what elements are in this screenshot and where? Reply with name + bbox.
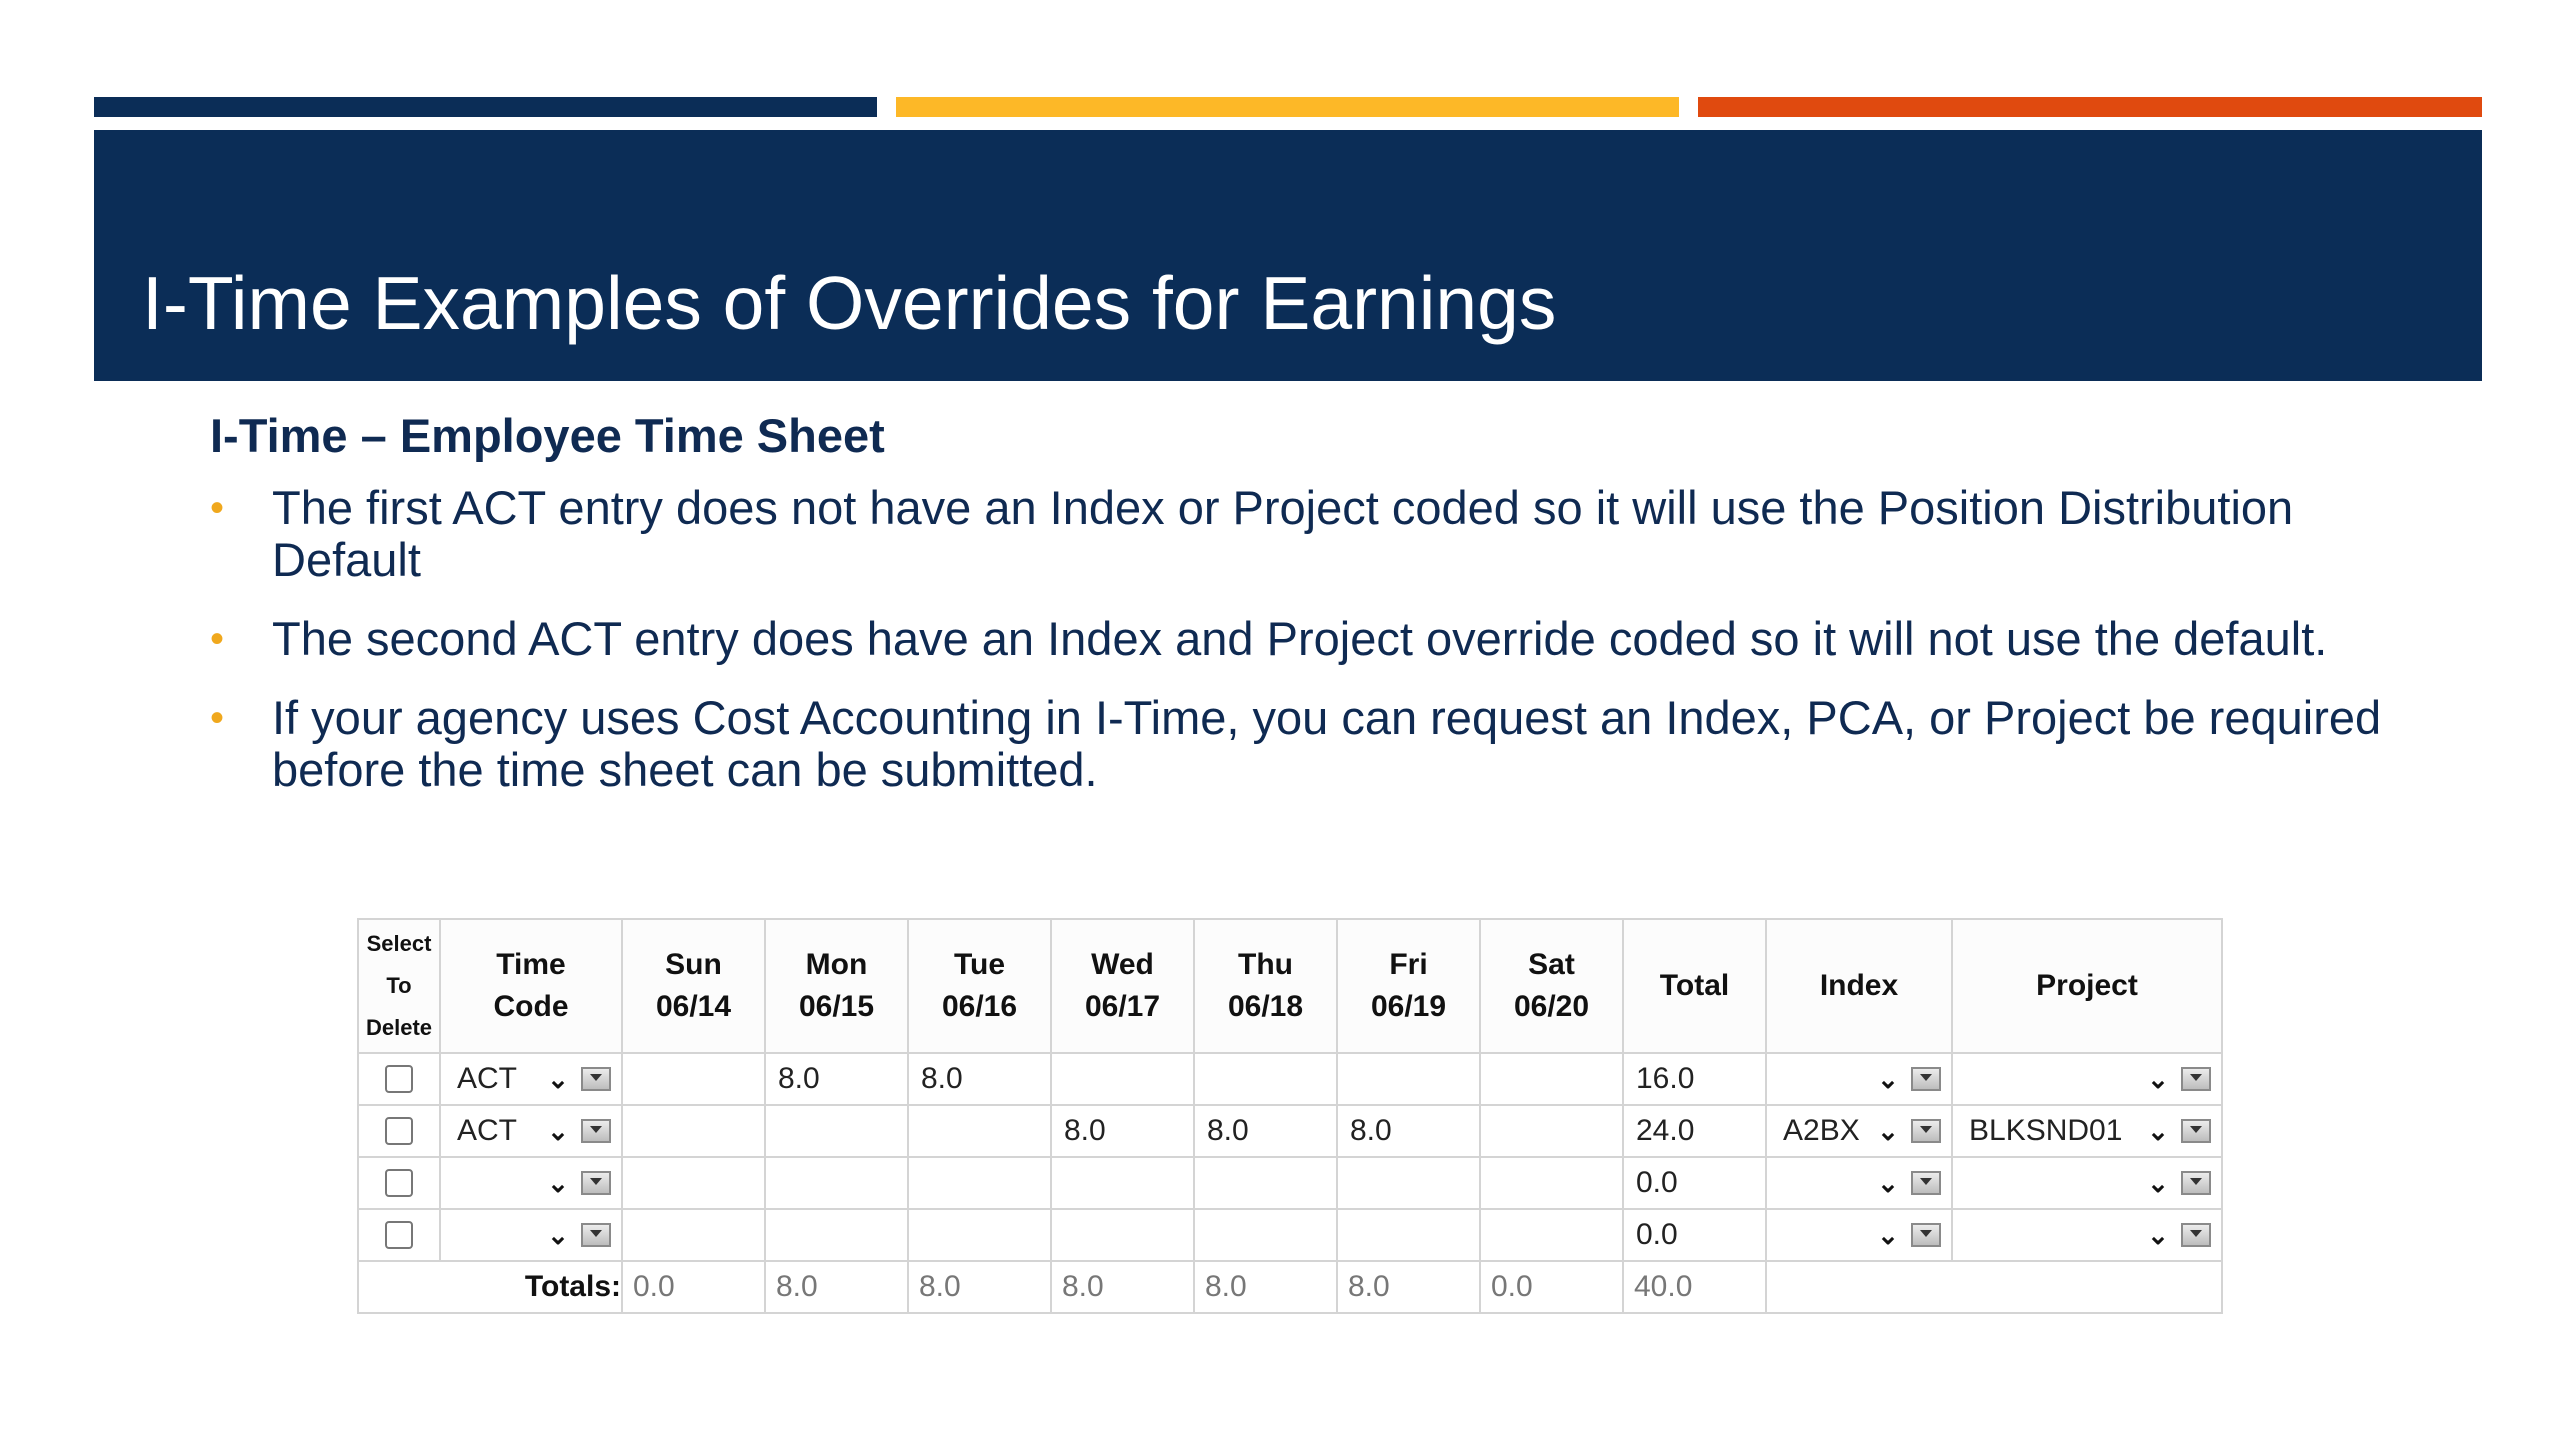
col-header-mon	[765, 919, 908, 1053]
header-line: 06/16	[941, 990, 1018, 1023]
header-line: Wed	[1091, 948, 1154, 981]
bullet-dot-icon: •	[210, 617, 225, 661]
header-line: To	[386, 973, 412, 998]
index-select[interactable]	[1766, 1157, 1952, 1209]
header-line: Mon	[805, 948, 868, 981]
delete-checkbox[interactable]	[385, 1169, 413, 1197]
hours-value	[909, 1218, 921, 1251]
accent-bar-orange	[1698, 97, 2482, 117]
hours-input-sun[interactable]	[622, 1105, 765, 1157]
day-total-sun	[622, 1261, 765, 1313]
hours-value	[1481, 1062, 1493, 1095]
bullet-item	[210, 482, 2430, 586]
hours-value	[1481, 1218, 1493, 1251]
hours-input-sat[interactable]	[1480, 1105, 1623, 1157]
time-code-select[interactable]	[440, 1105, 622, 1157]
hours-value: 8.0	[778, 1062, 820, 1095]
hours-input-sun[interactable]	[622, 1157, 765, 1209]
header-line: Time	[496, 948, 566, 981]
lookup-icon[interactable]	[1911, 1119, 1941, 1143]
hours-input-tue[interactable]	[908, 1053, 1051, 1105]
header-line: 06/15	[798, 990, 875, 1023]
hours-value: 8.0	[1064, 1114, 1106, 1147]
chevron-down-icon[interactable]: ⌄	[547, 1115, 569, 1146]
row-total-value: 0.0	[1636, 1166, 1678, 1199]
hours-value	[623, 1062, 635, 1095]
hours-input-mon[interactable]	[765, 1053, 908, 1105]
day-total-mon	[765, 1261, 908, 1313]
lookup-icon[interactable]	[581, 1067, 611, 1091]
col-header-sun	[622, 919, 765, 1053]
time-code-value: ACT	[457, 1114, 517, 1147]
row-total	[1623, 1209, 1766, 1261]
timesheet-screenshot	[357, 918, 2219, 1314]
header-line: Select	[366, 931, 432, 956]
chevron-down-icon[interactable]: ⌄	[547, 1167, 569, 1198]
header-line: Fri	[1389, 948, 1428, 981]
hours-input-wed[interactable]	[1051, 1157, 1194, 1209]
delete-cell	[358, 1105, 440, 1157]
header-line: Code	[493, 990, 569, 1023]
hours-input-wed[interactable]	[1051, 1105, 1194, 1157]
row-total-value: 0.0	[1636, 1218, 1678, 1251]
time-code-select[interactable]	[440, 1157, 622, 1209]
project-select[interactable]	[1952, 1105, 2222, 1157]
hours-input-thu[interactable]	[1194, 1157, 1337, 1209]
title-band	[94, 130, 2482, 381]
col-header-sat	[1480, 919, 1623, 1053]
chevron-down-icon[interactable]: ⌄	[1877, 1219, 1899, 1250]
hours-input-mon[interactable]	[765, 1209, 908, 1261]
hours-value	[1481, 1166, 1493, 1199]
delete-checkbox[interactable]	[385, 1117, 413, 1145]
hours-input-fri[interactable]	[1337, 1157, 1480, 1209]
section-subtitle: I-Time – Employee Time Sheet	[210, 409, 885, 462]
chevron-down-icon[interactable]: ⌄	[547, 1063, 569, 1094]
hours-value	[1195, 1166, 1207, 1199]
lookup-icon[interactable]	[1911, 1171, 1941, 1195]
totals-filler	[1766, 1261, 2222, 1313]
hours-input-fri[interactable]	[1337, 1053, 1480, 1105]
hours-input-thu[interactable]	[1194, 1053, 1337, 1105]
slide-title: I-Time Examples of Overrides for Earnings	[142, 261, 1557, 345]
hours-value	[1052, 1166, 1064, 1199]
day-total-wed	[1051, 1261, 1194, 1313]
table-row	[358, 1053, 2222, 1105]
hours-input-sun[interactable]	[622, 1209, 765, 1261]
hours-input-tue[interactable]	[908, 1209, 1051, 1261]
header-line: Tue	[953, 948, 1006, 981]
lookup-icon[interactable]	[2181, 1119, 2211, 1143]
lookup-icon[interactable]	[581, 1119, 611, 1143]
header-line: 06/17	[1084, 990, 1161, 1023]
bullet-text: If your agency uses Cost Accounting in I-Time, you can request an Index, PCA, or Project be required before the time sheet can be submitted.	[272, 691, 2382, 796]
hours-input-mon[interactable]	[765, 1157, 908, 1209]
chevron-down-icon[interactable]: ⌄	[2147, 1063, 2169, 1094]
bullet-text: The first ACT entry does not have an Index or Project coded so it will use the Position Distribution Default	[272, 481, 2294, 586]
hours-value	[1052, 1218, 1064, 1251]
grand-total-value: 40.0	[1634, 1270, 1693, 1303]
day-total-value: 8.0	[1062, 1270, 1104, 1303]
hours-value	[1338, 1166, 1350, 1199]
day-total-thu	[1194, 1261, 1337, 1313]
hours-input-mon[interactable]	[765, 1105, 908, 1157]
hours-value	[1052, 1062, 1064, 1095]
header-line: Sat	[1528, 948, 1575, 981]
project-value: BLKSND01	[1969, 1114, 2123, 1147]
row-total-value: 16.0	[1636, 1062, 1695, 1095]
lookup-icon[interactable]	[2181, 1171, 2211, 1195]
index-value: A2BX	[1783, 1114, 1860, 1147]
bullet-dot-icon: •	[210, 696, 225, 740]
header-line: Thu	[1238, 948, 1293, 981]
delete-checkbox[interactable]	[385, 1221, 413, 1249]
hours-value	[623, 1114, 635, 1147]
hours-input-tue[interactable]	[908, 1105, 1051, 1157]
hours-input-wed[interactable]	[1051, 1209, 1194, 1261]
timesheet-body	[358, 1053, 2222, 1313]
bullet-list	[210, 482, 2430, 823]
lookup-icon[interactable]	[1911, 1067, 1941, 1091]
table-row	[358, 1157, 2222, 1209]
chevron-down-icon[interactable]: ⌄	[1877, 1167, 1899, 1198]
col-header-wed	[1051, 919, 1194, 1053]
hours-value	[1195, 1062, 1207, 1095]
day-total-value: 0.0	[1491, 1270, 1533, 1303]
lookup-icon[interactable]	[581, 1223, 611, 1247]
totals-row	[358, 1261, 2222, 1313]
hours-value	[1481, 1114, 1493, 1147]
day-total-value: 0.0	[633, 1270, 675, 1303]
hours-value	[1338, 1062, 1350, 1095]
index-select[interactable]	[1766, 1053, 1952, 1105]
col-header-index: Index	[1766, 919, 1952, 1053]
header-line: Sun	[665, 948, 722, 981]
header-line: 06/18	[1227, 990, 1304, 1023]
row-total	[1623, 1053, 1766, 1105]
accent-bar-gold	[896, 97, 1679, 117]
delete-cell	[358, 1157, 440, 1209]
delete-cell	[358, 1053, 440, 1105]
timesheet-table	[357, 918, 2223, 1314]
hours-value	[623, 1166, 635, 1199]
table-row	[358, 1105, 2222, 1157]
lookup-icon[interactable]	[2181, 1067, 2211, 1091]
hours-value	[1338, 1218, 1350, 1251]
time-code-select[interactable]	[440, 1053, 622, 1105]
day-total-value: 8.0	[919, 1270, 961, 1303]
hours-input-fri[interactable]	[1337, 1209, 1480, 1261]
hours-value	[766, 1114, 778, 1147]
index-select[interactable]	[1766, 1209, 1952, 1261]
totals-label: Totals:	[358, 1261, 622, 1313]
header-line: Delete	[365, 1015, 433, 1040]
hours-input-thu[interactable]	[1194, 1105, 1337, 1157]
col-header-time-code	[440, 919, 622, 1053]
time-code-value: ACT	[457, 1062, 517, 1095]
chevron-down-icon[interactable]: ⌄	[2147, 1219, 2169, 1250]
chevron-down-icon[interactable]: ⌄	[1877, 1063, 1899, 1094]
hours-value	[766, 1166, 778, 1199]
chevron-down-icon[interactable]: ⌄	[547, 1219, 569, 1250]
table-row	[358, 1209, 2222, 1261]
row-total-value: 24.0	[1636, 1114, 1695, 1147]
accent-bar-navy	[94, 97, 877, 117]
delete-cell	[358, 1209, 440, 1261]
hours-value	[909, 1166, 921, 1199]
header-line: 06/19	[1370, 990, 1447, 1023]
hours-input-wed[interactable]	[1051, 1053, 1194, 1105]
hours-input-sat[interactable]	[1480, 1053, 1623, 1105]
hours-input-sat[interactable]	[1480, 1209, 1623, 1261]
day-total-fri	[1337, 1261, 1480, 1313]
row-total	[1623, 1105, 1766, 1157]
hours-value	[766, 1218, 778, 1251]
chevron-down-icon[interactable]: ⌄	[1877, 1115, 1899, 1146]
hours-value	[909, 1114, 921, 1147]
project-select[interactable]	[1952, 1209, 2222, 1261]
hours-value	[623, 1218, 635, 1251]
header-row	[358, 919, 2222, 1053]
bullet-dot-icon: •	[210, 486, 225, 530]
lookup-icon[interactable]	[1911, 1223, 1941, 1247]
hours-value: 8.0	[921, 1062, 963, 1095]
time-code-select[interactable]	[440, 1209, 622, 1261]
day-total-value: 8.0	[1205, 1270, 1247, 1303]
col-header-tue	[908, 919, 1051, 1053]
header-line: 06/20	[1513, 990, 1590, 1023]
delete-checkbox[interactable]	[385, 1065, 413, 1093]
project-select[interactable]	[1952, 1157, 2222, 1209]
lookup-icon[interactable]	[2181, 1223, 2211, 1247]
row-total	[1623, 1157, 1766, 1209]
bullet-text: The second ACT entry does have an Index and Project override coded so it will not use the default.	[272, 612, 2328, 665]
hours-value	[1195, 1218, 1207, 1251]
bullet-item	[210, 692, 2430, 796]
day-total-value: 8.0	[776, 1270, 818, 1303]
hours-input-tue[interactable]	[908, 1157, 1051, 1209]
grand-total	[1623, 1261, 1766, 1313]
hours-input-sun[interactable]	[622, 1053, 765, 1105]
col-header-fri	[1337, 919, 1480, 1053]
col-header-project: Project	[1952, 919, 2222, 1053]
project-select[interactable]	[1952, 1053, 2222, 1105]
index-select[interactable]	[1766, 1105, 1952, 1157]
hours-value: 8.0	[1207, 1114, 1249, 1147]
hours-input-sat[interactable]	[1480, 1157, 1623, 1209]
day-total-tue	[908, 1261, 1051, 1313]
day-total-sat	[1480, 1261, 1623, 1313]
lookup-icon[interactable]	[581, 1171, 611, 1195]
day-total-value: 8.0	[1348, 1270, 1390, 1303]
bullet-item	[210, 613, 2430, 665]
chevron-down-icon[interactable]: ⌄	[2147, 1115, 2169, 1146]
hours-value: 8.0	[1350, 1114, 1392, 1147]
col-header-select	[358, 919, 440, 1053]
col-header-total: Total	[1623, 919, 1766, 1053]
hours-input-thu[interactable]	[1194, 1209, 1337, 1261]
header-line: 06/14	[655, 990, 732, 1023]
col-header-thu	[1194, 919, 1337, 1053]
hours-input-fri[interactable]	[1337, 1105, 1480, 1157]
chevron-down-icon[interactable]: ⌄	[2147, 1167, 2169, 1198]
